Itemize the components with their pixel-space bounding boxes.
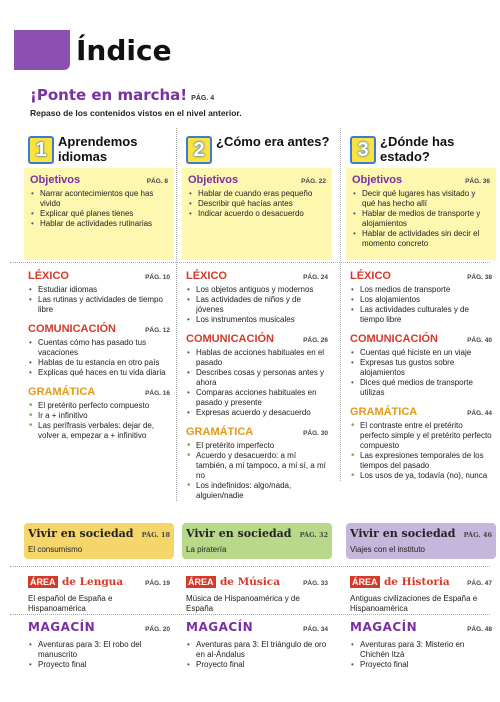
vivir-en-sociedad-banner[interactable] (182, 523, 332, 559)
page-ref: PÁG. 20 (145, 626, 170, 633)
list-item: • Los usos de ya, todavía (no), nunca (358, 471, 492, 481)
area-section[interactable] (186, 572, 328, 614)
list-item: • El pretérito imperfecto (194, 441, 328, 451)
list-item: • Hablas de acciones habituales en el pasado (194, 348, 328, 368)
divider-line (10, 262, 490, 263)
area-title (350, 572, 450, 590)
list-item: • Las actividades culturales y de tiempo libre (358, 305, 492, 325)
lexico-label: LÉXICO (186, 270, 227, 282)
page-ref: PÁG. 24 (303, 274, 328, 281)
area-subject: de Música (219, 576, 281, 588)
sociedad-header (186, 527, 328, 540)
sociedad-label: Vivir en sociedad (28, 527, 134, 540)
lexico-list (350, 285, 492, 325)
magacin-header (186, 620, 328, 634)
objetivos-label: Objetivos (352, 174, 403, 186)
list-item: • Estudiar idiomas (36, 285, 170, 295)
objetivos-section (346, 168, 496, 260)
objetivos-list (30, 189, 168, 229)
list-item: • Ir a + infinitivo (36, 411, 170, 421)
lexico-header[interactable] (350, 270, 492, 282)
magacin-header (28, 620, 170, 634)
area-subject: de Historia (383, 576, 450, 588)
gramatica-label: GRAMÁTICA (186, 426, 254, 438)
magacin-section[interactable] (186, 620, 328, 670)
objetivos-header[interactable] (188, 174, 326, 186)
objetivos-section (24, 168, 174, 260)
comunicacion-section (346, 333, 496, 398)
area-section[interactable] (28, 572, 170, 614)
list-item: • El contraste entre el pretérito perfecto simple y el pretérito perfecto compuesto (358, 421, 492, 451)
list-item: • Narrar acontecimientos que has vivido (38, 189, 168, 209)
list-item: • Los instrumentos musicales (194, 315, 328, 325)
list-item: • Describir qué hacías antes (196, 199, 326, 209)
gramatica-list (350, 421, 492, 481)
lexico-section (182, 270, 332, 325)
intro-title[interactable] (30, 86, 214, 104)
comunicacion-section (182, 333, 332, 418)
lexico-header[interactable] (28, 270, 170, 282)
list-item: • Comparas acciones habituales en pasado y presente (194, 388, 328, 408)
unit-number: 1 (28, 136, 54, 164)
page-ref: PÁG. 12 (145, 327, 170, 334)
comunicacion-label: COMUNICACIÓN (350, 333, 438, 345)
objetivos-section (182, 168, 332, 260)
page-ref: PÁG. 32 (299, 531, 328, 539)
unit-header[interactable] (182, 128, 332, 168)
lexico-list (28, 285, 170, 315)
unit-column-1 (24, 128, 174, 441)
magacin-list (28, 640, 170, 670)
sociedad-topic: Viajes con el instituto (350, 545, 426, 554)
unit-title: ¿Dónde has estado? (380, 134, 455, 164)
unit-number: 2 (186, 136, 212, 164)
sociedad-topic: La piratería (186, 545, 227, 554)
page-ref: PÁG. 26 (303, 337, 328, 344)
comunicacion-header[interactable] (186, 333, 328, 345)
page-ref: PÁG. 44 (467, 410, 492, 417)
area-topic: Música de Hispanoamérica y de España (186, 594, 300, 613)
page-ref: PÁG. 16 (145, 390, 170, 397)
unit-column-3 (346, 128, 496, 481)
comunicacion-header[interactable] (350, 333, 492, 345)
list-item: • Expresas acuerdo y desacuerdo (194, 408, 328, 418)
objetivos-header[interactable] (352, 174, 490, 186)
lexico-label: LÉXICO (350, 270, 391, 282)
magacin-label: MAGACÍN (28, 620, 96, 634)
list-item: • Explicas qué haces en tu vida diaria (36, 368, 170, 378)
page-ref: PÁG. 46 (463, 531, 492, 539)
divider-line (10, 614, 490, 615)
objetivos-label: Objetivos (188, 174, 239, 186)
area-topic: El español de España e Hispanoamérica (28, 594, 113, 613)
magacin-section[interactable] (28, 620, 170, 670)
list-item: • Proyecto final (358, 660, 492, 670)
list-item: • Hablar de cuando eras pequeño (196, 189, 326, 199)
intro-subtitle: Repaso de los contenidos vistos en el nivel anterior. (30, 108, 242, 118)
page-ref: PÁG. 30 (303, 430, 328, 437)
area-header (28, 572, 170, 590)
list-item: • Aventuras para 3: El robo del manuscrito (36, 640, 170, 660)
comunicacion-header[interactable] (28, 323, 170, 335)
unit-header[interactable] (24, 128, 174, 168)
list-item: • Describes cosas y personas antes y ahora (194, 368, 328, 388)
list-item: • Proyecto final (36, 660, 170, 670)
area-header (186, 572, 328, 590)
area-logo: ÁREA (352, 577, 378, 587)
list-item: • Dices qué medios de transporte utilizas (358, 378, 492, 398)
gramatica-header[interactable] (350, 406, 492, 418)
unit-number: 3 (350, 136, 376, 164)
comunicacion-list (186, 348, 328, 418)
comunicacion-label: COMUNICACIÓN (186, 333, 274, 345)
list-item: • Proyecto final (194, 660, 328, 670)
page-ref: PÁG. 40 (467, 337, 492, 344)
lexico-header[interactable] (186, 270, 328, 282)
list-item: • Aventuras para 3: Misterio en Chichén Itzá (358, 640, 492, 660)
list-item: • Los medios de transporte (358, 285, 492, 295)
list-item: • Hablar de actividades rutinarias (38, 219, 168, 229)
intro-page-ref: PÁG. 4 (191, 95, 215, 102)
list-item: • Indicar acuerdo o desacuerdo (196, 209, 326, 219)
unit-title: ¿Cómo era antes? (216, 134, 330, 149)
gramatica-list (28, 401, 170, 441)
gramatica-section (346, 406, 496, 481)
vivir-en-sociedad-banner[interactable] (24, 523, 174, 559)
list-item: • Hablas de tu estancia en otro país (36, 358, 170, 368)
comunicacion-list (28, 338, 170, 378)
magacin-section[interactable] (350, 620, 492, 670)
unit-title: Aprendemos idiomas (58, 134, 138, 164)
page-ref: PÁG. 34 (303, 626, 328, 633)
magacin-list (186, 640, 328, 670)
lexico-list (186, 285, 328, 325)
list-item: • Decir qué lugares has visitado y qué has hecho allí (360, 189, 490, 209)
gramatica-header[interactable] (186, 426, 328, 438)
list-item: • Cuentas cómo has pasado tus vacaciones (36, 338, 170, 358)
area-logo: ÁREA (30, 577, 56, 587)
list-item: • Las expresiones temporales de los tiempos del pasado (358, 451, 492, 471)
sociedad-label: Vivir en sociedad (186, 527, 292, 540)
page-ref: PÁG. 22 (301, 178, 326, 185)
page-ref: PÁG. 10 (145, 274, 170, 281)
page-ref: PÁG. 18 (141, 531, 170, 539)
page-ref: PÁG. 36 (465, 178, 490, 185)
area-subject: de Lengua (61, 576, 124, 588)
unit-header[interactable] (346, 128, 496, 168)
sociedad-header (28, 527, 170, 540)
list-item: • Las perífrasis verbales: dejar de, volver a, empezar a + infinitivo (36, 421, 170, 441)
gramatica-header[interactable] (28, 386, 170, 398)
intro-title-text: ¡Ponte en marcha! (30, 86, 188, 104)
list-item: • Hablar de medios de transporte y alojamientos (360, 209, 490, 229)
list-item: • Los indefinidos: algo/nada, alguien/nadie (194, 481, 328, 501)
magacin-label: MAGACÍN (186, 620, 254, 634)
lexico-section (346, 270, 496, 325)
magacin-list (350, 640, 492, 670)
sociedad-header (350, 527, 492, 540)
list-item: • Explicar qué planes tienes (38, 209, 168, 219)
area-title (28, 572, 123, 590)
gramatica-label: GRAMÁTICA (350, 406, 418, 418)
gramatica-label: GRAMÁTICA (28, 386, 96, 398)
lexico-section (24, 270, 174, 315)
list-item: • Las rutinas y actividades de tiempo libre (36, 295, 170, 315)
list-item: • Las actividades de niños y de jóvenes (194, 295, 328, 315)
objetivos-list (188, 189, 326, 219)
page-title: Índice (76, 34, 172, 67)
gramatica-section (182, 426, 332, 501)
list-item: • Los alojamientos (358, 295, 492, 305)
list-item: • Aventuras para 3: El triángulo de oro en al-Ándalus (194, 640, 328, 660)
list-item: • Expresas tus gustos sobre alojamientos (358, 358, 492, 378)
gramatica-section (24, 386, 174, 441)
page-ref: PÁG. 8 (146, 178, 168, 185)
area-logo: ÁREA (188, 577, 214, 587)
objetivos-header[interactable] (30, 174, 168, 186)
objetivos-list (352, 189, 490, 249)
column-divider (176, 128, 177, 501)
sociedad-label: Vivir en sociedad (350, 527, 456, 540)
title-color-tab (14, 30, 70, 70)
comunicacion-list (350, 348, 492, 398)
unit-column-2 (182, 128, 332, 501)
list-item: • Cuentas qué hiciste en un viaje (358, 348, 492, 358)
area-title (186, 572, 280, 590)
list-item: • El pretérito perfecto compuesto (36, 401, 170, 411)
objetivos-label: Objetivos (30, 174, 81, 186)
list-item: • Acuerdo y desacuerdo: a mí también, a mí tampoco, a mí sí, a mí no (194, 451, 328, 481)
page-ref: PÁG. 19 (145, 580, 170, 587)
list-item: • Los objetos antiguos y modernos (194, 285, 328, 295)
divider-line (10, 566, 490, 567)
sociedad-topic: El consumismo (28, 545, 83, 554)
magacin-header (350, 620, 492, 634)
comunicacion-section (24, 323, 174, 378)
page-ref: PÁG. 33 (303, 580, 328, 587)
gramatica-list (186, 441, 328, 501)
magacin-label: MAGACÍN (350, 620, 418, 634)
page-ref: PÁG. 47 (467, 580, 492, 587)
lexico-label: LÉXICO (28, 270, 69, 282)
page-ref: PÁG. 48 (467, 626, 492, 633)
column-divider (340, 128, 341, 481)
vivir-en-sociedad-banner[interactable] (346, 523, 496, 559)
area-section[interactable] (350, 572, 492, 614)
page-ref: PÁG. 38 (467, 274, 492, 281)
list-item: • Hablar de actividades sin decir el momento concreto (360, 229, 490, 249)
comunicacion-label: COMUNICACIÓN (28, 323, 116, 335)
area-topic: Antiguas civilizaciones de España e Hispanoamérica (350, 594, 478, 613)
area-header (350, 572, 492, 590)
